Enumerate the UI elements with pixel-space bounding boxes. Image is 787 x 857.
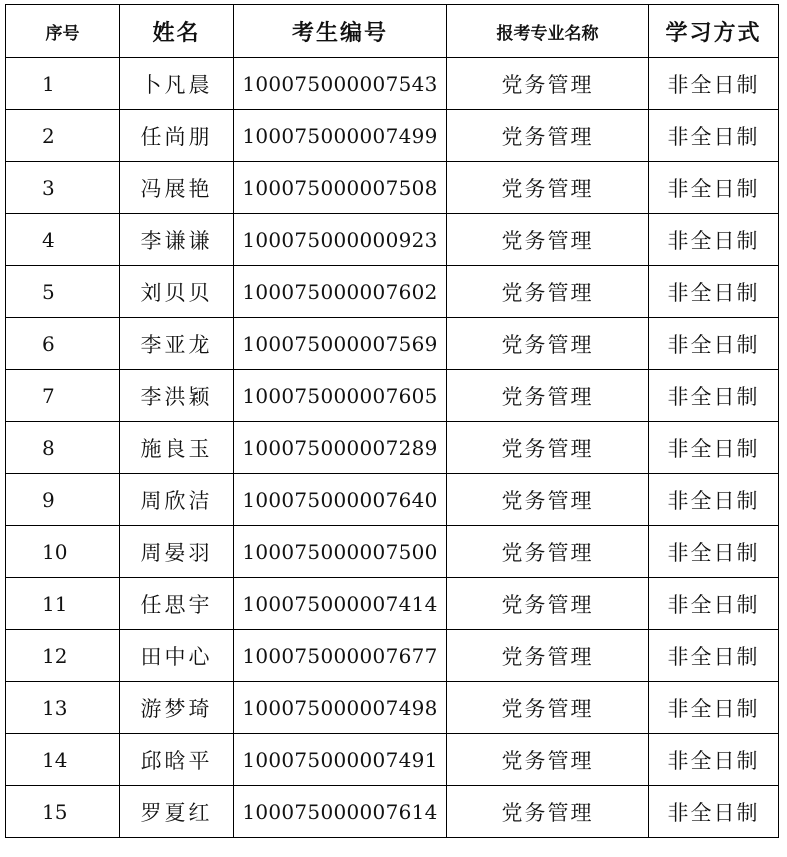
cell-major: 党务管理 [447,58,649,110]
table-row [6,526,779,578]
table-row [6,682,779,734]
cell-study-mode: 非全日制 [649,682,779,734]
cell-major: 党务管理 [447,318,649,370]
cell-exam-id: 100075000007498 [234,682,447,734]
table-row [6,110,779,162]
cell-study-mode: 非全日制 [649,318,779,370]
cell-study-mode: 非全日制 [649,734,779,786]
cell-name: 任尚朋 [120,110,234,162]
cell-exam-id: 100075000007499 [234,110,447,162]
cell-exam-id: 100075000000923 [234,214,447,266]
cell-study-mode: 非全日制 [649,474,779,526]
cell-seq: 6 [6,318,120,370]
admission-list-table [5,4,779,838]
table-row [6,318,779,370]
cell-name: 周欣洁 [120,474,234,526]
table-row [6,370,779,422]
cell-exam-id: 100075000007289 [234,422,447,474]
cell-major: 党务管理 [447,162,649,214]
header-row [6,5,779,58]
cell-major: 党务管理 [447,526,649,578]
table-row [6,162,779,214]
cell-seq: 13 [6,682,120,734]
cell-exam-id: 100075000007614 [234,786,447,838]
cell-name: 田中心 [120,630,234,682]
cell-study-mode: 非全日制 [649,422,779,474]
cell-seq: 1 [6,58,120,110]
cell-major: 党务管理 [447,682,649,734]
cell-exam-id: 100075000007414 [234,578,447,630]
table-row [6,58,779,110]
cell-seq: 14 [6,734,120,786]
table-row [6,266,779,318]
cell-major: 党务管理 [447,786,649,838]
table-row [6,578,779,630]
cell-name: 冯展艳 [120,162,234,214]
cell-name: 周晏羽 [120,526,234,578]
cell-name: 施良玉 [120,422,234,474]
cell-seq: 11 [6,578,120,630]
cell-exam-id: 100075000007500 [234,526,447,578]
cell-study-mode: 非全日制 [649,370,779,422]
cell-major: 党务管理 [447,266,649,318]
cell-name: 李亚龙 [120,318,234,370]
cell-exam-id: 100075000007605 [234,370,447,422]
cell-study-mode: 非全日制 [649,110,779,162]
cell-seq: 7 [6,370,120,422]
header-exam-id: 考生编号 [234,5,447,58]
header-major: 报考专业名称 [447,5,649,58]
cell-name: 任思宇 [120,578,234,630]
cell-seq: 8 [6,422,120,474]
cell-exam-id: 100075000007508 [234,162,447,214]
cell-name: 李谦谦 [120,214,234,266]
cell-major: 党务管理 [447,110,649,162]
cell-exam-id: 100075000007543 [234,58,447,110]
table-row [6,474,779,526]
cell-name: 邱晗平 [120,734,234,786]
cell-seq: 2 [6,110,120,162]
cell-study-mode: 非全日制 [649,526,779,578]
cell-study-mode: 非全日制 [649,578,779,630]
cell-major: 党务管理 [447,370,649,422]
cell-seq: 15 [6,786,120,838]
cell-seq: 5 [6,266,120,318]
cell-name: 卜凡晨 [120,58,234,110]
table-row [6,734,779,786]
cell-study-mode: 非全日制 [649,786,779,838]
table-row [6,786,779,838]
table-row [6,630,779,682]
cell-seq: 4 [6,214,120,266]
table-row [6,214,779,266]
cell-study-mode: 非全日制 [649,162,779,214]
cell-name: 李洪颖 [120,370,234,422]
header-name: 姓名 [120,5,234,58]
cell-major: 党务管理 [447,474,649,526]
cell-major: 党务管理 [447,578,649,630]
cell-name: 刘贝贝 [120,266,234,318]
cell-name: 罗夏红 [120,786,234,838]
cell-major: 党务管理 [447,630,649,682]
cell-exam-id: 100075000007640 [234,474,447,526]
cell-study-mode: 非全日制 [649,214,779,266]
cell-seq: 12 [6,630,120,682]
cell-exam-id: 100075000007677 [234,630,447,682]
cell-major: 党务管理 [447,422,649,474]
cell-name: 游梦琦 [120,682,234,734]
cell-major: 党务管理 [447,214,649,266]
cell-seq: 9 [6,474,120,526]
cell-exam-id: 100075000007602 [234,266,447,318]
table-row [6,422,779,474]
cell-study-mode: 非全日制 [649,266,779,318]
cell-study-mode: 非全日制 [649,630,779,682]
cell-major: 党务管理 [447,734,649,786]
header-seq: 序号 [6,5,120,58]
cell-exam-id: 100075000007491 [234,734,447,786]
cell-exam-id: 100075000007569 [234,318,447,370]
cell-study-mode: 非全日制 [649,58,779,110]
header-study-mode: 学习方式 [649,5,779,58]
cell-seq: 3 [6,162,120,214]
cell-seq: 10 [6,526,120,578]
